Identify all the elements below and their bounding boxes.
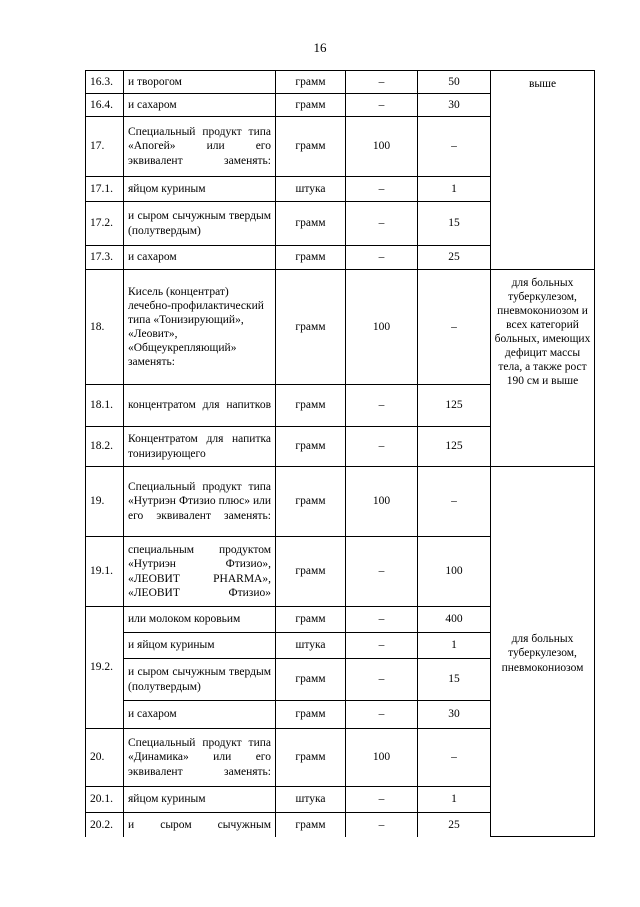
replacement-quantity: 1 — [418, 177, 491, 202]
product-name: и сыром сычужным твердым (полутвердым) — [124, 202, 276, 246]
unit: грамм — [276, 537, 346, 607]
base-quantity: – — [346, 537, 418, 607]
table-row — [86, 71, 595, 94]
replacement-quantity: 50 — [418, 71, 491, 94]
replacement-quantity: – — [418, 729, 491, 787]
base-quantity: 100 — [346, 467, 418, 537]
item-number: 20.2. — [86, 813, 124, 837]
product-name: и сахаром — [124, 701, 276, 729]
page-number: 16 — [313, 40, 327, 55]
note-cell: для больных туберкулезом, пневмокониозом — [491, 467, 595, 837]
product-name: Специальный продукт типа «Апогей» или его эквивалент заменять: — [124, 117, 276, 177]
replacement-quantity: 25 — [418, 246, 491, 270]
unit: грамм — [276, 813, 346, 837]
replacement-quantity: 125 — [418, 385, 491, 427]
product-name: и сыром сычужным — [124, 813, 276, 837]
unit: грамм — [276, 467, 346, 537]
item-number: 17. — [86, 117, 124, 177]
unit: грамм — [276, 659, 346, 701]
base-quantity: – — [346, 427, 418, 467]
unit: грамм — [276, 270, 346, 385]
base-quantity: – — [346, 385, 418, 427]
base-quantity: – — [346, 813, 418, 837]
unit: грамм — [276, 701, 346, 729]
base-quantity: – — [346, 177, 418, 202]
base-quantity: – — [346, 659, 418, 701]
item-number: 19.1. — [86, 537, 124, 607]
product-name: Специальный продукт типа «Динамика» или его эквивалент заменять: — [124, 729, 276, 787]
product-name: концентратом для напитков — [124, 385, 276, 427]
food-substitution-table — [85, 70, 595, 837]
unit: грамм — [276, 427, 346, 467]
base-quantity: 100 — [346, 729, 418, 787]
product-name: и сахаром — [124, 246, 276, 270]
unit: штука — [276, 177, 346, 202]
base-quantity: – — [346, 202, 418, 246]
product-name: или молоком коровьим — [124, 607, 276, 633]
product-name: и сыром сычужным твердым (полутвердым) — [124, 659, 276, 701]
replacement-quantity: 1 — [418, 787, 491, 813]
product-name: и творогом — [124, 71, 276, 94]
table-row — [86, 467, 595, 537]
product-name: и яйцом куриным — [124, 633, 276, 659]
replacement-quantity: 1 — [418, 633, 491, 659]
item-number: 17.3. — [86, 246, 124, 270]
base-quantity: – — [346, 607, 418, 633]
note-cell: для больных туберкулезом, пневмокониозом и всех категорий больных, имеющих дефицит массы тела, а также рост 190 см и выше — [491, 270, 595, 467]
item-number: 16.4. — [86, 94, 124, 117]
unit: грамм — [276, 607, 346, 633]
product-name: Концентратом для напитка тонизирующего — [124, 427, 276, 467]
product-name: специальным продуктом «Нутриэн Фтизио», «ЛЕОВИТ PHARMA», «ЛЕОВИТ Фтизио» — [124, 537, 276, 607]
base-quantity: – — [346, 701, 418, 729]
note-cell: выше — [491, 71, 595, 270]
replacement-quantity: 25 — [418, 813, 491, 837]
replacement-quantity: – — [418, 117, 491, 177]
product-name: и сахаром — [124, 94, 276, 117]
item-number: 16.3. — [86, 71, 124, 94]
item-number: 20.1. — [86, 787, 124, 813]
item-number: 18.1. — [86, 385, 124, 427]
item-number: 19. — [86, 467, 124, 537]
base-quantity: – — [346, 94, 418, 117]
unit: грамм — [276, 202, 346, 246]
replacement-quantity: 125 — [418, 427, 491, 467]
item-number: 20. — [86, 729, 124, 787]
item-number: 18. — [86, 270, 124, 385]
product-name: яйцом куриным — [124, 787, 276, 813]
base-quantity: – — [346, 787, 418, 813]
item-number: 17.2. — [86, 202, 124, 246]
unit: грамм — [276, 117, 346, 177]
replacement-quantity: 100 — [418, 537, 491, 607]
replacement-quantity: 15 — [418, 659, 491, 701]
table-row — [86, 270, 595, 385]
unit: штука — [276, 787, 346, 813]
product-name: Специальный продукт типа «Нутриэн Фтизио плюс» или его эквивалент заменять: — [124, 467, 276, 537]
replacement-quantity: 30 — [418, 701, 491, 729]
product-name: яйцом куриным — [124, 177, 276, 202]
base-quantity: – — [346, 71, 418, 94]
base-quantity: 100 — [346, 117, 418, 177]
base-quantity: – — [346, 633, 418, 659]
replacement-quantity: 30 — [418, 94, 491, 117]
replacement-quantity: – — [418, 467, 491, 537]
product-name: Кисель (концентрат) лечебно-профилактический типа «Тонизирующий», «Леовит», «Общеукрепляющий» заменять: — [124, 270, 276, 385]
unit: грамм — [276, 385, 346, 427]
unit: штука — [276, 633, 346, 659]
unit: грамм — [276, 246, 346, 270]
item-number: 17.1. — [86, 177, 124, 202]
replacement-quantity: – — [418, 270, 491, 385]
base-quantity: 100 — [346, 270, 418, 385]
replacement-quantity: 15 — [418, 202, 491, 246]
unit: грамм — [276, 71, 346, 94]
base-quantity: – — [346, 246, 418, 270]
unit: грамм — [276, 94, 346, 117]
item-number: 18.2. — [86, 427, 124, 467]
item-number: 19.2. — [86, 607, 124, 729]
replacement-quantity: 400 — [418, 607, 491, 633]
unit: грамм — [276, 729, 346, 787]
